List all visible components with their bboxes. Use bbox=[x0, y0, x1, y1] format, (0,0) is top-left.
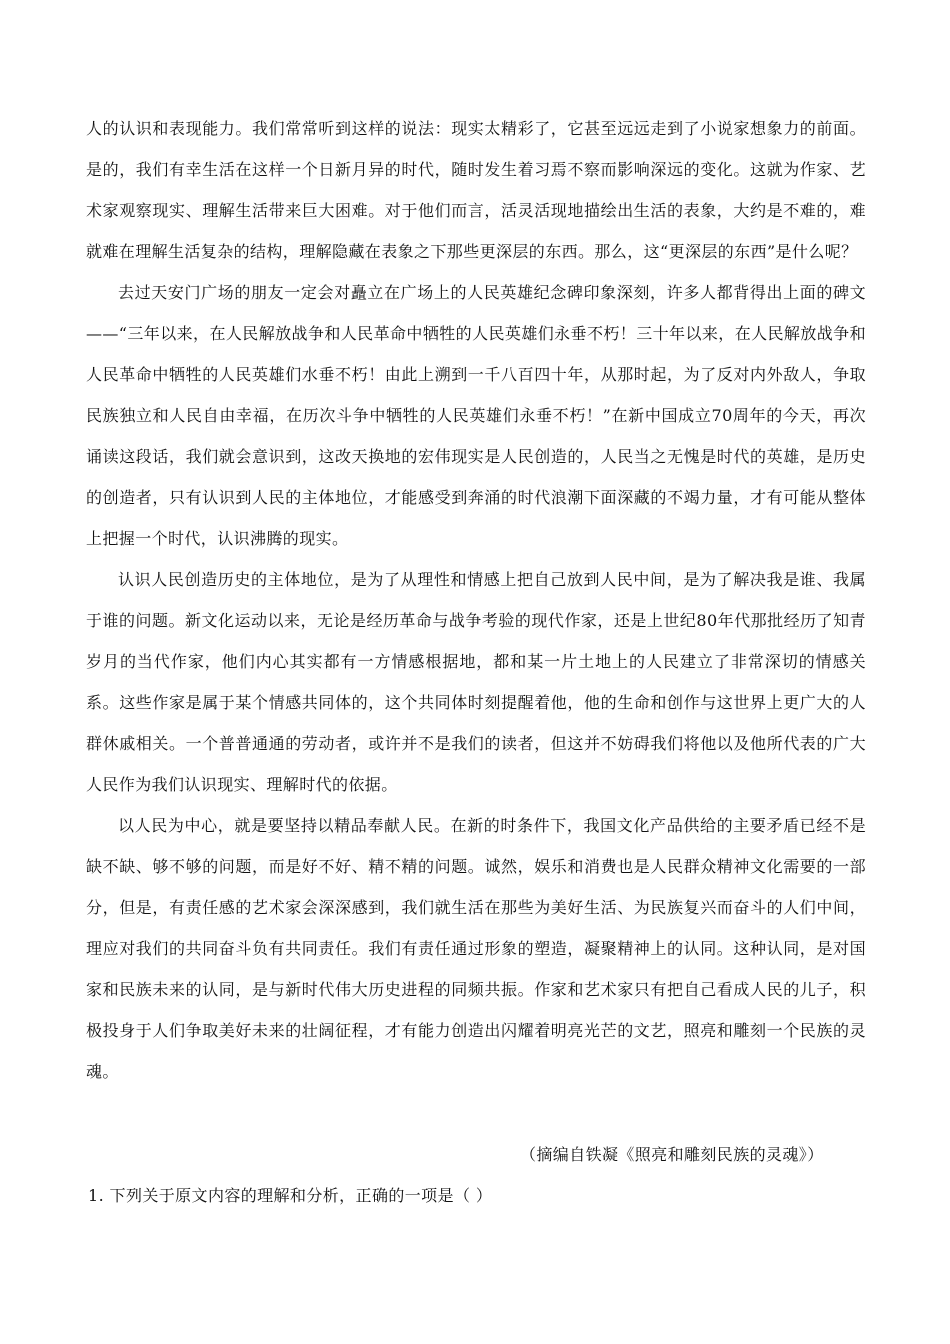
question-1: 1. 下列关于原文内容的理解和分析，正确的一项是（ ） bbox=[88, 1186, 493, 1205]
article-source: （摘编自铁凝《照亮和雕刻民族的灵魂》） bbox=[520, 1145, 824, 1164]
paragraph-monument: 去过天安门广场的朋友一定会对矗立在广场上的人民英雄纪念碑印象深刻，许多人都背得出上面的碑文——“三年以来，在人民解放战争和人民革命中牺牲的人民英雄们永垂不朽！三十年以来，在人民解放战争和人民革命中牺牲的人民英雄们水垂不朽！由此上溯到一千八百四十年，从那时起，为了反对内外敌人，争取民族独立和人民自由幸福，在历次斗争中牺牲的人民英雄们永垂不朽！”在新中国成立70周年的今天，再次诵读这段话，我们就会意识到，这改天换地的宏伟现实是人民创造的，人民当之无愧是时代的英雄，是历史的创造者，只有认识到人民的主体地位，才能感受到奔涌的时代浪潮下面深藏的不竭力量，才有可能从整体上把握一个时代，认识沸腾的现实。 bbox=[86, 283, 866, 548]
paragraph-continued: 人的认识和表现能力。我们常常听到这样的说法：现实太精彩了，它甚至远远走到了小说家想象力的前面。是的，我们有幸生活在这样一个日新月异的时代，随时发生着习焉不察而影响深远的变化。这就为作家、艺术家观察现实、理解生活带来巨大困难。对于他们而言，活灵活现地描绘出生活的表象，大约是不难的，难就难在理解生活复杂的结构，理解隐藏在表象之下那些更深层的东西。那么，这“更深层的东西”是什么呢？ bbox=[86, 119, 866, 261]
article-body bbox=[86, 108, 866, 1092]
paragraph-subject-status: 认识人民创造历史的主体地位，是为了从理性和情感上把自己放到人民中间，是为了解决我是谁、我属于谁的问题。新文化运动以来，无论是经历革命与战争考验的现代作家，还是上世纪80年代那批经历了知青岁月的当代作家，他们内心其实都有一方情感根据地，都和某一片土地上的人民建立了非常深切的情感关系。这些作家是属于某个情感共同体的，这个共同体时刻提醒着他，他的生命和创作与这世界上更广大的人群休戚相关。一个普普通通的劳动者，或许并不是我们的读者，但这并不妨碍我们将他以及他所代表的广大人民作为我们认识现实、理解时代的依据。 bbox=[86, 570, 866, 794]
paragraph-people-centered: 以人民为中心，就是要坚持以精品奉献人民。在新的时条件下，我国文化产品供给的主要矛盾已经不是缺不缺、够不够的问题，而是好不好、精不精的问题。诚然，娱乐和消费也是人民群众精神文化需要的一部分，但是，有责任感的艺术家会深深感到，我们就生活在那些为美好生活、为民族复兴而奋斗的人们中间，理应对我们的共同奋斗负有共同责任。我们有责任通过形象的塑造，凝聚精神上的认同。这种认同，是对国家和民族未来的认同，是与新时代伟大历史进程的同频共振。作家和艺术家只有把自己看成人民的儿子，积极投身于人们争取美好未来的壮阔征程，才有能力创造出闪耀着明亮光芒的文艺，照亮和雕刻一个民族的灵魂。 bbox=[86, 816, 866, 1081]
